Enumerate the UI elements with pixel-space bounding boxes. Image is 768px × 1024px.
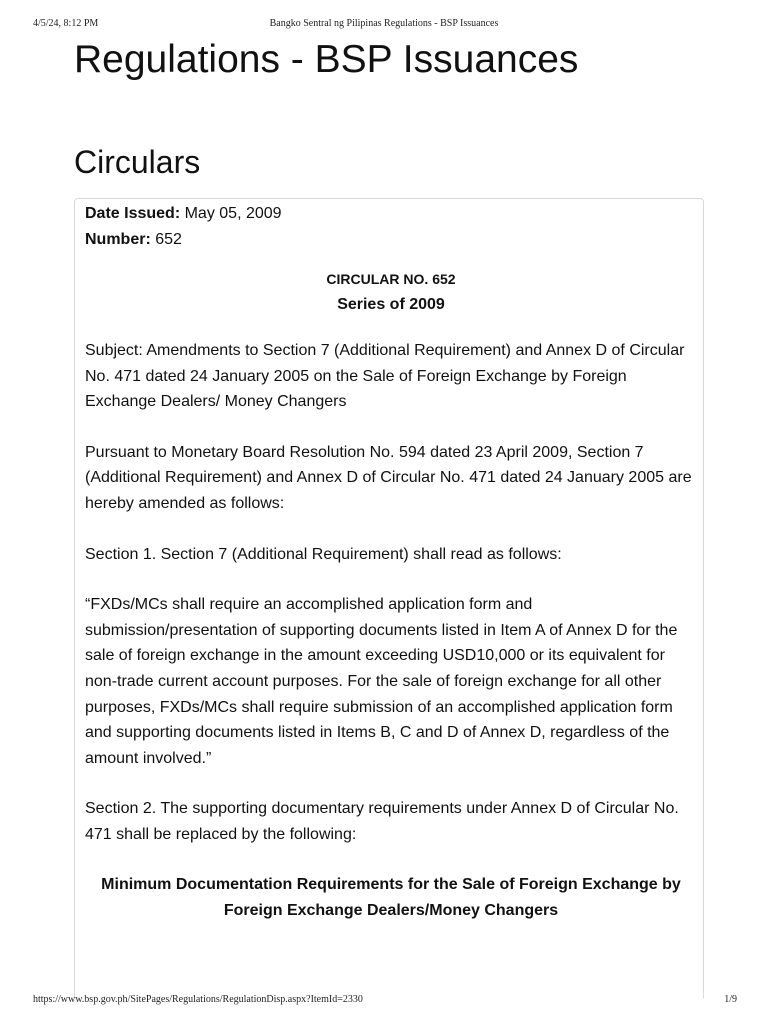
circular-content-box <box>74 198 704 998</box>
number-label: Number: <box>85 231 151 248</box>
number-row <box>85 227 697 253</box>
section-1-quote: “FXDs/MCs shall require an accomplished application form and submission/presentation of supporting documents listed in Item A of Annex D for the sale of foreign exchange in the amount exceeding USD10,000 or its equivalent for non-trade current account purposes. For the sale of foreign exchange for all other purposes, FXDs/MCs shall require submission of an accomplished application form and supporting documents listed in Items B, C and D of Annex D, regardless of the amount involved.” <box>85 596 678 767</box>
date-issued-value: May 05, 2009 <box>184 205 282 222</box>
print-header <box>0 18 768 32</box>
section-title: Circulars <box>74 144 201 180</box>
print-footer <box>0 994 768 1008</box>
subject-paragraph: Subject: Amendments to Section 7 (Additional Requirement) and Annex D of Circular No. 471 dated 24 January 2005 on the Sale of Foreign Exchange by Foreign Exchange Dealers/ Money Changers <box>85 342 685 411</box>
print-url: https://www.bsp.gov.ph/SitePages/Regulations/RegulationDisp.aspx?ItemId=2330 <box>33 994 363 1005</box>
date-issued-row <box>85 201 697 227</box>
circular-body <box>85 199 697 925</box>
print-datetime: 4/5/24, 8:12 PM <box>33 18 99 29</box>
pursuant-paragraph: Pursuant to Monetary Board Resolution No. 594 dated 23 April 2009, Section 7 (Additional Requirement) and Annex D of Circular No. 471 dated 24 January 2005 are hereby amended as follows: <box>85 443 692 512</box>
page-title: Regulations - BSP Issuances <box>74 38 579 81</box>
documentation-requirements-heading: Minimum Documentation Requirements for the Sale of Foreign Exchange by Foreign Exchange Dealers/Money Changers <box>101 875 681 919</box>
section-2-paragraph: Section 2. The supporting documentary requirements under Annex D of Circular No. 471 shall be replaced by the following: <box>85 800 679 843</box>
circular-number-heading: CIRCULAR NO. 652 <box>326 271 456 287</box>
section-1-intro: Section 1. Section 7 (Additional Requirement) shall read as follows: <box>85 545 562 563</box>
page-indicator: 1/9 <box>724 994 737 1005</box>
print-document-title: Bangko Sentral ng Pilipinas Regulations - BSP Issuances <box>269 18 499 29</box>
number-value: 652 <box>155 231 182 248</box>
date-issued-label: Date Issued: <box>85 205 181 222</box>
circular-series-heading: Series of 2009 <box>337 296 445 313</box>
